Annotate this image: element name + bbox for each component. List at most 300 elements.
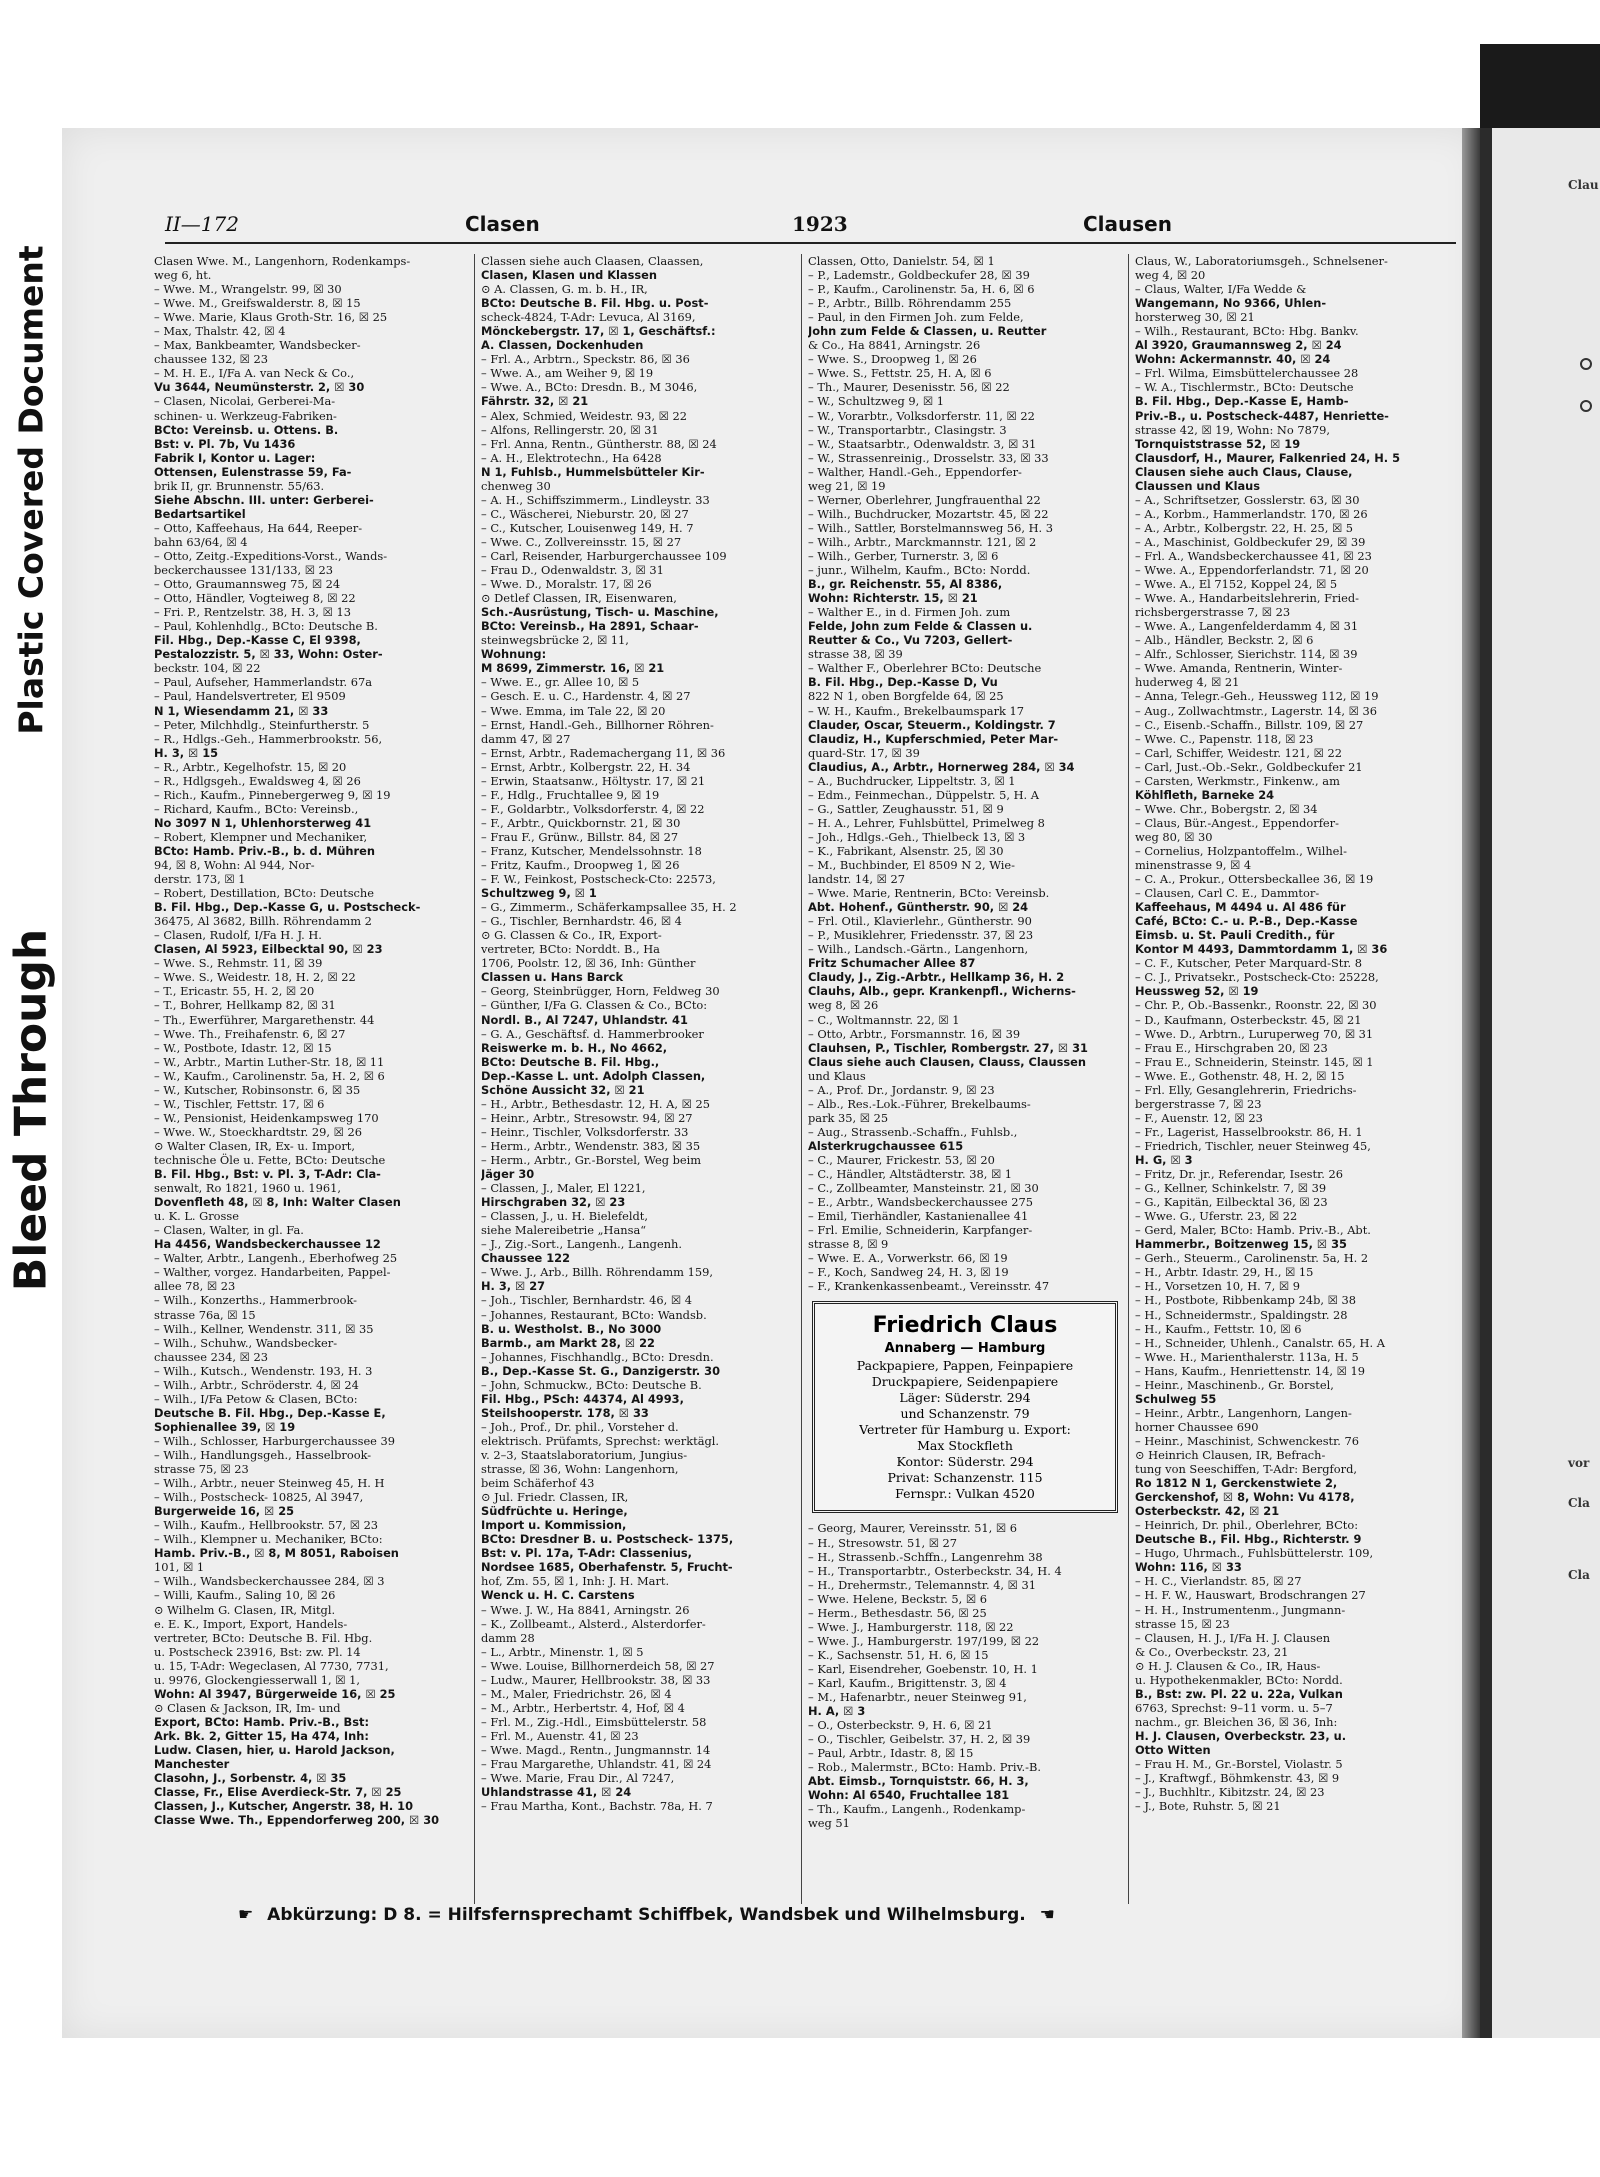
directory-entry-line: richsbergerstrasse 7, ☒ 23 bbox=[1135, 605, 1291, 620]
directory-entry-line: – Wwe. W., Stoeckhardtstr. 29, ☒ 26 bbox=[154, 1124, 362, 1139]
directory-entry-line: – J., Kraftwgf., Böhmkenstr. 43, ☒ 9 bbox=[1135, 1771, 1340, 1786]
directory-entry-line: – D., Kaufmann, Osterbeckstr. 45, ☒ 21 bbox=[1135, 1012, 1362, 1027]
directory-entry-line: – W. A., Tischlermstr., BCto: Deutsche bbox=[1135, 380, 1354, 395]
directory-entry-line: – Wwe. C., Papenstr. 118, ☒ 23 bbox=[1135, 731, 1314, 746]
directory-entry-line: – Frau D., Odenwaldstr. 3, ☒ 31 bbox=[481, 563, 664, 578]
directory-entry-line: damm 47, ☒ 27 bbox=[481, 731, 571, 746]
directory-entry-line: – Th., Ewerführer, Margarethenstr. 44 bbox=[154, 1012, 375, 1027]
registered-mark-icon bbox=[1580, 400, 1592, 412]
directory-entry-line: – H., Postbote, Ribbenkamp 24b, ☒ 38 bbox=[1135, 1293, 1356, 1308]
directory-entry-line: – Wilh., Kellner, Wendenstr. 311, ☒ 35 bbox=[154, 1321, 374, 1336]
directory-entry-line: Clauder, Oscar, Steuerm., Koldingstr. 7 bbox=[808, 717, 1056, 732]
directory-entry-line: Reutter & Co., Vu 7203, Gellert- bbox=[808, 633, 1013, 648]
directory-entry-line: bergerstrasse 7, ☒ 23 bbox=[1135, 1096, 1262, 1111]
directory-entry-line: chaussee 234, ☒ 23 bbox=[154, 1349, 268, 1364]
directory-entry-line: – Carsten, Werkmstr., Finkenw., am bbox=[1135, 773, 1340, 788]
directory-entry-line: – Wilh., Wandsbeckerchaussee 284, ☒ 3 bbox=[154, 1574, 385, 1589]
directory-entry-line: strasse 76a, ☒ 15 bbox=[154, 1307, 256, 1322]
directory-entry-line: Hammerbr., Boitzenweg 15, ☒ 35 bbox=[1135, 1237, 1347, 1252]
directory-entry-line: H. 3, ☒ 15 bbox=[154, 745, 219, 760]
directory-entry-line: – Wwe. A., BCto: Dresdn. B., M 3046, bbox=[481, 380, 698, 395]
directory-entry-line: – Clausen, Carl C. E., Dammtor- bbox=[1135, 886, 1320, 901]
directory-entry-line: – Alfr., Schlosser, Sierichstr. 114, ☒ 39 bbox=[1135, 647, 1358, 662]
directory-entry-line: – W., Tischler, Fettstr. 17, ☒ 6 bbox=[154, 1096, 325, 1111]
header-right-word: Clausen bbox=[1083, 212, 1172, 236]
directory-entry-line: – T., Ericastr. 55, H. 2, ☒ 20 bbox=[154, 984, 315, 999]
directory-entry-line: – Otto, Graumannsweg 75, ☒ 24 bbox=[154, 577, 341, 592]
directory-entry-line: Claus siehe auch Clausen, Clauss, Claussen bbox=[808, 1054, 1086, 1069]
directory-entry-line: Dovenfleth 48, ☒ 8, Inh: Walter Clasen bbox=[154, 1195, 401, 1210]
directory-entry-line: – Th., Kaufm., Langenh., Rodenkamp- bbox=[808, 1802, 1026, 1817]
directory-entry-line: – Walther F., Oberlehrer BCto: Deutsche bbox=[808, 661, 1042, 676]
directory-entry-line: Wohn: Richterstr. 15, ☒ 21 bbox=[808, 591, 978, 606]
directory-entry-line: Alsterkrugchaussee 615 bbox=[808, 1138, 964, 1153]
directory-entry-line: – Wilh., Kutsch., Wendenstr. 193, H. 3 bbox=[154, 1363, 373, 1378]
directory-entry-line: – Wwe. Th., Freihafenstr. 6, ☒ 27 bbox=[154, 1026, 346, 1041]
ad-line: Läger: Süderstr. 294 bbox=[899, 1390, 1031, 1406]
plastic-covered-label: Plastic Covered Document bbox=[11, 245, 51, 735]
directory-entry-line: – R., Hdlgs.-Geh., Hammerbrookstr. 56, bbox=[154, 731, 383, 746]
directory-entry-line: – Wilh., Klempner u. Mechaniker, BCto: bbox=[154, 1532, 383, 1547]
directory-entry-line: – Heinr., Maschinenb., Gr. Borstel, bbox=[1135, 1377, 1334, 1392]
directory-entry-line: Kontor M 4493, Dammtordamm 1, ☒ 36 bbox=[1135, 942, 1388, 957]
directory-entry-line: Clasen, Klasen und Klassen bbox=[481, 268, 658, 283]
directory-entry-line: – P., Arbtr., Billb. Röhrendamm 255 bbox=[808, 296, 1012, 311]
directory-entry-line: – Wwe. Helene, Beckstr. 5, ☒ 6 bbox=[808, 1591, 987, 1606]
directory-entry-line: – W., Schultzweg 9, ☒ 1 bbox=[808, 394, 944, 409]
directory-entry-line: Al 3920, Graumannsweg 2, ☒ 24 bbox=[1135, 338, 1342, 353]
directory-entry-line: Fabrik I, Kontor u. Lager: bbox=[154, 450, 316, 465]
directory-entry-line: – W., Pensionist, Heidenkampsweg 170 bbox=[154, 1110, 379, 1125]
directory-entry-line: – Peter, Milchhdlg., Steinfurtherstr. 5 bbox=[154, 717, 370, 732]
directory-entry-line: – R., Hdlgsgeh., Ewaldsweg 4, ☒ 26 bbox=[154, 773, 361, 788]
directory-entry-line: u. Postscheck 23916, Bst: zw. Pl. 14 bbox=[154, 1644, 361, 1659]
directory-entry-line: Import u. Kommission, bbox=[481, 1518, 627, 1533]
directory-entry-line: Deutsche B., Fil. Hbg., Richterstr. 9 bbox=[1135, 1532, 1362, 1547]
directory-entry-line: – H., Kaufm., Fettstr. 10, ☒ 6 bbox=[1135, 1321, 1302, 1336]
directory-entry-line: – Frau Margarethe, Uhlandstr. 41, ☒ 24 bbox=[481, 1757, 712, 1772]
footer-abbreviation-note: Abkürzung: D 8. = Hilfsfernsprechamt Schiffbek, Wandsbek und Wilhelmsburg. bbox=[267, 1905, 1026, 1925]
pointing-hand-icon: ☚ bbox=[1039, 1905, 1055, 1925]
directory-entry-line: – W., Staatsarbtr., Odenwaldstr. 3, ☒ 31 bbox=[808, 436, 1037, 451]
directory-entry-line: Burgerweide 16, ☒ 25 bbox=[154, 1504, 295, 1519]
directory-entry-line: allee 78, ☒ 23 bbox=[154, 1279, 236, 1294]
directory-entry-line: – T., Bohrer, Hellkamp 82, ☒ 31 bbox=[154, 998, 336, 1013]
dark-corner bbox=[1480, 44, 1600, 128]
directory-entry-line: ⊙ Detlef Classen, IR, Eisenwaren, bbox=[481, 591, 677, 606]
header-year: 1923 bbox=[792, 212, 848, 236]
directory-entry-line: – Wilh., Arbtr., neuer Steinweg 45, H. H bbox=[154, 1476, 385, 1491]
book-spine bbox=[1480, 128, 1492, 2038]
directory-entry-line: – C., Eisenb.-Schaffn., Billstr. 109, ☒ 27 bbox=[1135, 717, 1364, 732]
directory-entry-line: Abt. Eimsb., Tornquiststr. 66, H. 3, bbox=[808, 1774, 1029, 1789]
directory-entry-line: – Wwe. D., Moralstr. 17, ☒ 26 bbox=[481, 577, 652, 592]
directory-entry-line: – Walther E., in d. Firmen Joh. zum bbox=[808, 605, 1011, 620]
directory-entry-line: Abt. Hohenf., Güntherstr. 90, ☒ 24 bbox=[808, 900, 1029, 915]
directory-entry-line: – Herm., Bethesdastr. 56, ☒ 25 bbox=[808, 1605, 987, 1620]
directory-entry-line: – Carl, Reisender, Harburgerchaussee 109 bbox=[481, 548, 727, 563]
directory-entry-line: B. Fil. Hbg., Bst: v. Pl. 3, T-Adr: Cla- bbox=[154, 1167, 381, 1182]
directory-entry-line: derstr. 173, ☒ 1 bbox=[154, 872, 246, 887]
directory-entry-line: – Fri. P., Rentzelstr. 38, H. 3, ☒ 13 bbox=[154, 605, 351, 620]
directory-entry-line: – Ernst, Arbtr., Rademachergang 11, ☒ 36 bbox=[481, 745, 726, 760]
directory-entry-line: – G. A., Geschäftsf. d. Hammerbrooker bbox=[481, 1026, 704, 1041]
directory-entry-line: ⊙ Walter Clasen, IR, Ex- u. Import, bbox=[154, 1138, 356, 1153]
directory-entry-line: – H., Transportarbtr., Osterbeckstr. 34, H. 4 bbox=[808, 1563, 1062, 1578]
directory-entry-line: 6763, Sprechst: 9–11 vorm. u. 5–7 bbox=[1135, 1700, 1333, 1715]
directory-entry-line: – A., Korbm., Hammerlandstr. 170, ☒ 26 bbox=[1135, 506, 1368, 521]
directory-entry-line: – Clasen, Walter, in gl. Fa. bbox=[154, 1223, 304, 1238]
directory-entry-line: – Heinr., Arbtr., Langenhorn, Langen- bbox=[1135, 1405, 1352, 1420]
directory-entry-line: B., Bst: zw. Pl. 22 u. 22a, Vulkan bbox=[1135, 1686, 1343, 1701]
directory-entry-line: – K., Zollbeamt., Alsterd., Alsterdorfer- bbox=[481, 1616, 706, 1631]
directory-entry-line: – Johannes, Fischhandlg., BCto: Dresdn. bbox=[481, 1349, 714, 1364]
directory-entry-line: Clauhsen, P., Tischler, Rombergstr. 27, ☒ 31 bbox=[808, 1040, 1088, 1055]
directory-entry-line: ⊙ Wilhelm G. Clasen, IR, Mitgl. bbox=[154, 1602, 336, 1617]
directory-entry-line: ⊙ Clasen & Jackson, IR, Im- und bbox=[154, 1700, 341, 1715]
directory-entry-line: strasse 42, ☒ 19, Wohn: No 7879, bbox=[1135, 422, 1330, 437]
directory-entry-line: – Wwe. E., Gothenstr. 48, H. 2, ☒ 15 bbox=[1135, 1068, 1345, 1083]
directory-entry-line: – Johannes, Restaurant, BCto: Wandsb. bbox=[481, 1307, 707, 1322]
pointing-hand-icon: ☛ bbox=[238, 1905, 254, 1925]
directory-entry-line: strasse 75, ☒ 23 bbox=[154, 1462, 249, 1477]
directory-entry-line: – Frl. Wilma, Eimsbüttelerchaussee 28 bbox=[1135, 366, 1359, 381]
directory-entry-line: – Wwe. D., Arbtrn., Luruperweg 70, ☒ 31 bbox=[1135, 1026, 1374, 1041]
ad-line: Packpapiere, Pappen, Feinpapiere bbox=[856, 1358, 1074, 1374]
directory-entry-line: – K., Fabrikant, Alsenstr. 25, ☒ 30 bbox=[808, 843, 1004, 858]
directory-entry-line: Kaffeehaus, M 4494 u. Al 486 für bbox=[1135, 900, 1346, 915]
directory-entry-line: – Herm., Arbtr., Gr.-Borstel, Weg beim bbox=[481, 1153, 702, 1167]
directory-entry-line: – Wilh., Handlungsgeh., Hasselbrook- bbox=[154, 1447, 372, 1462]
directory-entry-line: Wohn: Ackermannstr. 40, ☒ 24 bbox=[1135, 352, 1331, 367]
directory-entry-line: – Clausen, H. J., I/Fa H. J. Clausen bbox=[1135, 1630, 1331, 1645]
directory-entry-line: & Co., Overbeckstr. 23, 21 bbox=[1135, 1644, 1289, 1659]
directory-entry-line: Bedartsartikel bbox=[154, 506, 246, 521]
directory-entry-line: – Heinr., Maschinist, Schwenckestr. 76 bbox=[1135, 1433, 1360, 1448]
directory-entry-line: – Paul, in den Firmen Joh. zum Felde, bbox=[808, 310, 1024, 325]
directory-entry-line: B., Dep.-Kasse St. G., Danzigerstr. 30 bbox=[481, 1363, 721, 1378]
directory-entry-line: Fil. Hbg., PSch: 44374, Al 4993, bbox=[481, 1391, 684, 1406]
directory-entry-line: – A., Maschinist, Goldbeckufer 29, ☒ 39 bbox=[1135, 534, 1366, 549]
directory-entry-line: minenstrasse 9, ☒ 4 bbox=[1135, 858, 1252, 873]
directory-entry-line: Vu 3644, Neumünsterstr. 2, ☒ 30 bbox=[154, 380, 365, 395]
directory-entry-line: – Wwe. A., Eppendorferlandstr. 71, ☒ 20 bbox=[1135, 563, 1369, 578]
directory-entry-line: Nordsee 1685, Oberhafenstr. 5, Frucht- bbox=[481, 1560, 733, 1575]
page-number: II—172 bbox=[165, 212, 239, 236]
directory-entry-line: – Wwe. A., Langenfelderdamm 4, ☒ 31 bbox=[1135, 619, 1359, 634]
directory-entry-line: – Georg, Steinbrügger, Horn, Feldweg 30 bbox=[481, 984, 720, 999]
ad-line: Vertreter für Hamburg u. Export: bbox=[859, 1422, 1071, 1438]
directory-column-2 bbox=[475, 254, 802, 1904]
directory-entry-line: senwalt, Ro 1821, 1960 u. 1961, bbox=[154, 1181, 342, 1196]
directory-entry-line: – junr., Wilhelm, Kaufm., BCto: Nordd. bbox=[808, 563, 1031, 578]
directory-entry-line: ⊙ Jul. Friedr. Classen, IR, bbox=[481, 1490, 629, 1505]
directory-entry-line: Wangemann, No 9366, Uhlen- bbox=[1135, 296, 1327, 311]
directory-entry-line: ⊙ H. J. Clausen & Co., IR, Haus- bbox=[1135, 1658, 1321, 1673]
directory-entry-line: schinen- u. Werkzeug-Fabriken- bbox=[154, 408, 337, 423]
directory-entry-line: – C. J., Privatsekr., Postscheck-Cto: 25228, bbox=[1135, 970, 1379, 985]
directory-entry-line: huderweg 4, ☒ 21 bbox=[1135, 675, 1240, 690]
directory-entry-line: Heussweg 52, ☒ 19 bbox=[1135, 984, 1259, 999]
directory-entry-line: – Heinr., Arbtr., Stresowstr. 94, ☒ 27 bbox=[481, 1110, 693, 1125]
directory-entry-line: – G., Zimmerm., Schäferkampsallee 35, H. 2 bbox=[481, 900, 737, 915]
directory-entry-line: – A., Buchdrucker, Lippeltstr. 3, ☒ 1 bbox=[808, 773, 1016, 788]
directory-entry-line: – W., Postbote, Idastr. 12, ☒ 15 bbox=[154, 1040, 332, 1055]
directory-entry-line: park 35, ☒ 25 bbox=[808, 1110, 889, 1125]
directory-entry-line: – Joh., Tischler, Bernhardstr. 46, ☒ 4 bbox=[481, 1293, 692, 1308]
directory-entry-line: – Wwe. Amanda, Rentnerin, Winter- bbox=[1135, 661, 1343, 676]
directory-entry-line: Schöne Aussicht 32, ☒ 21 bbox=[481, 1082, 645, 1097]
directory-entry-line: Classen siehe auch Claasen, Claassen, bbox=[481, 254, 704, 268]
directory-entry-line: strasse 38, ☒ 39 bbox=[808, 647, 903, 662]
directory-entry-line: – Paul, Kohlenhdlg., BCto: Deutsche B. bbox=[154, 619, 378, 634]
directory-entry-line: – Frl. Elly, Gesanglehrerin, Friedrichs- bbox=[1135, 1082, 1357, 1097]
directory-entry-line: – Wwe. C., Zollvereinsstr. 15, ☒ 27 bbox=[481, 534, 682, 549]
directory-entry-line: – Otto, Händler, Vogteiweg 8, ☒ 22 bbox=[154, 591, 356, 606]
directory-entry-line: Clasohn, J., Sorbenstr. 4, ☒ 35 bbox=[154, 1771, 347, 1786]
directory-entry-line: Clausen siehe auch Claus, Clause, bbox=[1135, 464, 1353, 479]
directory-entry-line: – Otto, Kaffeehaus, Ha 644, Reeper- bbox=[154, 520, 363, 535]
directory-entry-line: – Wilh., Schuhw., Wandsbecker- bbox=[154, 1335, 338, 1350]
directory-entry-line: – Wwe. Marie, Rentnerin, BCto: Vereinsb. bbox=[808, 886, 1050, 901]
directory-entry-line: technische Öle u. Fette, BCto: Deutsche bbox=[154, 1153, 386, 1167]
directory-entry-line: M 8699, Zimmerstr. 16, ☒ 21 bbox=[481, 661, 665, 676]
ad-line: Fernspr.: Vulkan 4520 bbox=[895, 1486, 1035, 1502]
directory-entry-line: – H., Drehermstr., Telemannstr. 4, ☒ 31 bbox=[808, 1577, 1037, 1592]
directory-entry-line: – H. F. W., Hauswart, Brodschrangen 27 bbox=[1135, 1588, 1366, 1603]
directory-entry-line: – Frl. M., Auenstr. 41, ☒ 23 bbox=[481, 1728, 639, 1743]
directory-entry-line: – H., Strassenb.-Schffn., Langenrehm 38 bbox=[808, 1549, 1043, 1564]
directory-entry-line: B. Fil. Hbg., Dep.-Kasse E, Hamb- bbox=[1135, 394, 1349, 409]
directory-entry-line: 1706, Poolstr. 12, ☒ 36, Inh: Günther bbox=[481, 956, 696, 971]
directory-entry-line: – R., Arbtr., Kegelhofstr. 15, ☒ 20 bbox=[154, 759, 347, 774]
directory-entry-line: – Carl, Schiffer, Weidestr. 121, ☒ 22 bbox=[1135, 745, 1342, 760]
directory-entry-line: Wohn: Al 6540, Fruchtallee 181 bbox=[808, 1788, 1010, 1803]
directory-entry-line: – Wilh., Schlosser, Harburgerchaussee 39 bbox=[154, 1433, 396, 1448]
directory-entry-line: brik II, gr. Brunnenstr. 55/63. bbox=[154, 478, 325, 493]
directory-entry-line: v. 2–3, Staatslaboratorium, Jungius- bbox=[481, 1447, 688, 1462]
directory-entry-line: Bst: v. Pl. 17a, T-Adr: Classenius, bbox=[481, 1546, 692, 1561]
facing-page-word: Clau bbox=[1568, 178, 1599, 192]
directory-entry-line: BCto: Dresdner B. u. Postscheck- 1375, bbox=[481, 1532, 734, 1547]
directory-entry-line: 36475, Al 3682, Billh. Röhrendamm 2 bbox=[154, 914, 372, 929]
directory-entry-line: H. J. Clausen, Overbeckstr. 23, u. bbox=[1135, 1728, 1347, 1743]
directory-entry-line: – Wwe. Chr., Bobergstr. 2, ☒ 34 bbox=[1135, 801, 1318, 816]
directory-entry-line: Otto Witten bbox=[1135, 1742, 1211, 1757]
directory-entry-line: & Co., Ha 8841, Arningstr. 26 bbox=[808, 338, 981, 353]
directory-entry-line: – Frau Martha, Kont., Bachstr. 78a, H. 7 bbox=[481, 1799, 713, 1814]
directory-entry-line: – J., Buchhltr., Kibitzstr. 24, ☒ 23 bbox=[1135, 1785, 1325, 1800]
directory-entry-line: – Günther, I/Fa G. Classen & Co., BCto: bbox=[481, 998, 708, 1013]
bleed-through-label: Bleed Through bbox=[5, 928, 57, 1292]
directory-entry-line: Ha 4456, Wandsbeckerchaussee 12 bbox=[154, 1237, 381, 1252]
directory-entry-line: – Wilh., Postscheck- 10825, Al 3947, bbox=[154, 1490, 364, 1505]
directory-entry-line: N 1, Wiesendamm 21, ☒ 33 bbox=[154, 703, 329, 718]
directory-entry-line: weg 6, ht. bbox=[154, 268, 212, 283]
directory-entry-line: – L., Arbtr., Minenstr. 1, ☒ 5 bbox=[481, 1644, 644, 1659]
directory-entry-line: Felde, John zum Felde & Classen u. bbox=[808, 619, 1033, 634]
directory-entry-line: u. 9976, Glockengiesserwall 1, ☒ 1, bbox=[154, 1672, 360, 1687]
directory-entry-line: – A. H., Schiffszimmerm., Lindleystr. 33 bbox=[481, 492, 710, 507]
directory-entry-line: – H., Arbtr., Bethesdastr. 12, H. A, ☒ 25 bbox=[481, 1096, 710, 1111]
directory-column-3 bbox=[802, 254, 1129, 1904]
directory-entry-line: ⊙ G. Classen & Co., IR, Export- bbox=[481, 928, 662, 943]
directory-entry-line: – Fr., Lagerist, Hasselbrookstr. 86, H. 1 bbox=[1135, 1124, 1363, 1139]
directory-entry-line: – Richard, Kaufm., BCto: Vereinsb., bbox=[154, 801, 359, 816]
directory-entry-line: Hamb. Priv.-B., ☒ 8, M 8051, Raboisen bbox=[154, 1546, 399, 1561]
directory-entry-line: Claudiz, H., Kupferschmied, Peter Mar- bbox=[808, 731, 1059, 746]
directory-entry-line: Dep.-Kasse L. unt. Adolph Classen, bbox=[481, 1068, 706, 1083]
directory-entry-line: – O., Tischler, Geibelstr. 37, H. 2, ☒ 39 bbox=[808, 1732, 1031, 1747]
directory-entry-line: Fritz Schumacher Allee 87 bbox=[808, 956, 976, 971]
directory-entry-line: chenweg 30 bbox=[481, 478, 551, 493]
directory-entry-line: – Robert, Klempner und Mechaniker, bbox=[154, 829, 368, 844]
directory-entry-line: – Robert, Destillation, BCto: Deutsche bbox=[154, 886, 374, 901]
directory-entry-line: – Karl, Eisendreher, Goebenstr. 10, H. 1 bbox=[808, 1661, 1038, 1676]
directory-entry-line: – Gerd, Maler, BCto: Hamb. Priv.-B., Abt. bbox=[1135, 1223, 1371, 1238]
directory-entry-line: BCto: Deutsche B. Fil. Hbg. u. Post- bbox=[481, 296, 709, 311]
directory-entry-line: – Alb., Res.-Lok.-Führer, Brekelbaums- bbox=[808, 1096, 1031, 1111]
directory-entry-line: Reiswerke m. b. H., No 4662, bbox=[481, 1040, 668, 1055]
directory-entry-line: – Paul, Arbtr., Idastr. 8, ☒ 15 bbox=[808, 1746, 974, 1761]
directory-entry-line: – Herm., Arbtr., Wendenstr. 383, ☒ 35 bbox=[481, 1138, 701, 1153]
directory-entry-line: – F. W., Feinkost, Postscheck-Cto: 22573, bbox=[481, 872, 716, 887]
directory-entry-line: – Wwe. S., Droopweg 1, ☒ 26 bbox=[808, 352, 977, 367]
directory-entry-line: – F., Koch, Sandweg 24, H. 3, ☒ 19 bbox=[808, 1265, 1009, 1280]
ad-subtitle: Annaberg — Hamburg bbox=[884, 1341, 1046, 1357]
directory-entry-line: – Erwin, Staatsanw., Höltystr. 17, ☒ 21 bbox=[481, 773, 706, 788]
directory-entry-line: u. Hypothekenmakler, BCto: Nordd. bbox=[1135, 1672, 1343, 1687]
directory-entry-line: Café, BCto: C.- u. P.-B., Dep.-Kasse bbox=[1135, 914, 1358, 929]
directory-entry-line: – Fritz, Kaufm., Droopweg 1, ☒ 26 bbox=[481, 858, 680, 873]
directory-entry-line: horsterweg 30, ☒ 21 bbox=[1135, 310, 1255, 325]
directory-entry-line: – J., Bote, Ruhstr. 5, ☒ 21 bbox=[1135, 1799, 1281, 1814]
directory-entry-line: – Cornelius, Holzpantoffelm., Wilhel- bbox=[1135, 843, 1347, 858]
directory-entry-line: u. K. L. Grosse bbox=[154, 1209, 239, 1224]
directory-entry-line: siehe Malereibetrie „Hansa“ bbox=[481, 1223, 647, 1238]
header-left-word: Clasen bbox=[465, 212, 540, 236]
directory-entry-line: Köhlfleth, Barneke 24 bbox=[1135, 787, 1275, 802]
directory-entry-line: – Walther, vorgez. Handarbeiten, Pappel- bbox=[154, 1265, 391, 1280]
directory-entry-line: Claus, W., Laboratoriumsgeh., Schnelsener- bbox=[1135, 254, 1388, 268]
directory-entry-line: B. u. Westholst. B., No 3000 bbox=[481, 1321, 662, 1336]
directory-entry-line: – Wwe. J., Hamburgerstr. 197/199, ☒ 22 bbox=[808, 1633, 1040, 1648]
directory-entry-line: und Klaus bbox=[808, 1068, 866, 1083]
directory-entry-line: weg 8, ☒ 26 bbox=[808, 998, 879, 1013]
directory-entry-line: – Max, Bankbeamter, Wandsbecker- bbox=[154, 338, 361, 353]
directory-entry-line: – Wwe. Emma, im Tale 22, ☒ 20 bbox=[481, 703, 666, 718]
directory-entry-line: A. Classen, Dockenhuden bbox=[481, 338, 644, 353]
directory-entry-line: Wohn: 116, ☒ 33 bbox=[1135, 1560, 1242, 1575]
directory-entry-line: – O., Osterbeckstr. 9, H. 6, ☒ 21 bbox=[808, 1718, 993, 1733]
directory-entry-line: – H., Schneider, Uhlenh., Canalstr. 65, H. A bbox=[1135, 1335, 1385, 1350]
directory-entry-line: elektrisch. Prüfamts, Sprechst: werktägl. bbox=[481, 1433, 720, 1448]
directory-entry-line: steinwegsbrücke 2, ☒ 11, bbox=[481, 633, 629, 648]
directory-entry-line: – Th., Maurer, Desenisstr. 56, ☒ 22 bbox=[808, 380, 1010, 395]
directory-entry-line: – A. H., Elektrotechn., Ha 6428 bbox=[481, 450, 662, 465]
directory-entry-line: 822 N 1, oben Borgfelde 64, ☒ 25 bbox=[808, 689, 1004, 704]
directory-entry-line: – Friedrich, Tischler, neuer Steinweg 45, bbox=[1135, 1138, 1371, 1153]
directory-entry-line: Priv.-B., u. Postscheck-4487, Henriette- bbox=[1135, 408, 1389, 423]
directory-entry-line: – G., Kapitän, Eilbecktal 36, ☒ 23 bbox=[1135, 1195, 1328, 1210]
directory-entry-line: Bst: v. Pl. 7b, Vu 1436 bbox=[154, 436, 296, 451]
directory-entry-line: – Alex, Schmied, Weidestr. 93, ☒ 22 bbox=[481, 408, 687, 423]
directory-entry-line: Schultzweg 9, ☒ 1 bbox=[481, 886, 597, 901]
directory-entry-line: – Alb., Händler, Beckstr. 2, ☒ 6 bbox=[1135, 633, 1314, 648]
directory-entry-line: Fährstr. 32, ☒ 21 bbox=[481, 394, 589, 409]
directory-entry-line: BCto: Vereinsb., Ha 2891, Schaar- bbox=[481, 619, 699, 634]
directory-entry-line: – Frl. Anna, Rentn., Güntherstr. 88, ☒ 24 bbox=[481, 436, 717, 451]
directory-entry-line: – Wilh., Restaurant, BCto: Hbg. Bankv. bbox=[1135, 324, 1359, 339]
directory-entry-line: B. Fil. Hbg., Dep.-Kasse G, u. Postscheck- bbox=[154, 900, 421, 915]
directory-entry-line: Schulweg 55 bbox=[1135, 1391, 1217, 1406]
directory-entry-line: H. 3, ☒ 27 bbox=[481, 1279, 546, 1294]
directory-entry-line: – Wwe. S., Weidestr. 18, H. 2, ☒ 22 bbox=[154, 970, 356, 985]
directory-entry-line: – J., Zig.-Sort., Langenh., Langenh. bbox=[481, 1237, 682, 1252]
directory-entry-line: – Wwe. M., Greifswalderstr. 8, ☒ 15 bbox=[154, 296, 361, 311]
directory-entry-line: – Wilh., Arbtr., Schröderstr. 4, ☒ 24 bbox=[154, 1377, 359, 1392]
directory-entry-line: – H., Arbtr. Idastr. 29, H., ☒ 15 bbox=[1135, 1265, 1314, 1280]
directory-entry-line: 94, ☒ 8, Wohn: Al 944, Nor- bbox=[154, 858, 315, 873]
directory-entry-line: – Frl. Emilie, Schneiderin, Karpfanger- bbox=[808, 1223, 1033, 1238]
directory-entry-line: – H., Schneidermstr., Spaldingstr. 28 bbox=[1135, 1307, 1348, 1322]
directory-entry-line: beckstr. 104, ☒ 22 bbox=[154, 661, 261, 676]
directory-entry-line: Fil. Hbg., Dep.-Kasse C, El 9398, bbox=[154, 633, 361, 648]
directory-entry-line: – Willi, Kaufm., Saling 10, ☒ 26 bbox=[154, 1588, 336, 1603]
directory-entry-line: – Fritz, Dr. jr., Referendar, Isestr. 26 bbox=[1135, 1167, 1344, 1182]
directory-entry-line: – Carl, Just.-Ob.-Sekr., Goldbeckufer 21 bbox=[1135, 759, 1363, 774]
directory-entry-line: – Aug., Zollwachtmstr., Lagerstr. 14, ☒ 36 bbox=[1135, 703, 1377, 718]
directory-entry-line: weg 4, ☒ 20 bbox=[1135, 268, 1206, 283]
directory-entry-line: – Frau E., Hirschgraben 20, ☒ 23 bbox=[1135, 1040, 1328, 1055]
directory-entry-line: – F., Hdlg., Fruchtallee 9, ☒ 19 bbox=[481, 787, 660, 802]
directory-entry-line: vertreter, BCto: Deutsche B. Fil. Hbg. bbox=[154, 1630, 373, 1645]
directory-entry-line: BCto: Hamb. Priv.-B., b. d. Mühren bbox=[154, 843, 375, 858]
directory-entry-line: – C., Kutscher, Louisenweg 149, H. 7 bbox=[481, 520, 694, 535]
directory-entry-line: Deutsche B. Fil. Hbg., Dep.-Kasse E, bbox=[154, 1405, 386, 1420]
facing-page-edge bbox=[1480, 128, 1600, 2038]
directory-entry-line: – Heinr., Tischler, Volksdorferstr. 33 bbox=[481, 1124, 689, 1139]
directory-entry-line: strasse, ☒ 36, Wohn: Langenhorn, bbox=[481, 1462, 679, 1477]
directory-entry-line: Claussen und Klaus bbox=[1135, 478, 1261, 493]
ad-line: und Schanzenstr. 79 bbox=[900, 1406, 1030, 1422]
directory-entry-line: tung von Seeschiffen, T-Adr: Bergford, bbox=[1135, 1462, 1357, 1477]
directory-entry-line: beim Schäferhof 43 bbox=[481, 1476, 595, 1491]
directory-entry-line: Siehe Abschn. III. unter: Gerberei- bbox=[154, 492, 374, 507]
directory-entry-line: – A., Arbtr., Kolbergstr. 22, H. 25, ☒ 5 bbox=[1135, 520, 1354, 535]
directory-entry-line: – C. A., Prokur., Ottersbeckallee 36, ☒ 19 bbox=[1135, 872, 1374, 887]
directory-entry-line: Jäger 30 bbox=[481, 1167, 535, 1182]
side-strip bbox=[0, 0, 62, 2177]
directory-entry-line: – M., Buchbinder, El 8509 N 2, Wie- bbox=[808, 858, 1016, 873]
directory-entry-line: – W., Strassenreinig., Drosselstr. 33, ☒ 33 bbox=[808, 450, 1049, 465]
directory-entry-line: Eimsb. u. St. Pauli Credith., für bbox=[1135, 928, 1335, 943]
directory-entry-line: – Wilh., Sattler, Borstelmannsweg 56, H. 3 bbox=[808, 520, 1054, 535]
directory-entry-line: – Alfons, Rellingerstr. 20, ☒ 31 bbox=[481, 422, 659, 437]
directory-entry-line: – Ludw., Maurer, Hellbrookstr. 38, ☒ 33 bbox=[481, 1672, 711, 1687]
directory-entry-line: quard-Str. 17, ☒ 39 bbox=[808, 745, 920, 760]
directory-entry-line: Südfrüchte u. Heringe, bbox=[481, 1504, 628, 1519]
facing-page-word: Cla bbox=[1568, 1496, 1590, 1510]
directory-entry-line: – F., Arbtr., Quickbornstr. 21, ☒ 30 bbox=[481, 815, 681, 830]
directory-entry-line: – Frl. M., Zig.-Hdl., Eimsbüttelerstr. 58 bbox=[481, 1714, 707, 1729]
directory-entry-line: – M., Hafenarbtr., neuer Steinweg 91, bbox=[808, 1690, 1027, 1705]
directory-entry-line: – Wwe. A., Handarbeitslehrerin, Fried- bbox=[1135, 591, 1359, 606]
directory-entry-line: – Claus, Walter, I/Fa Wedde & bbox=[1135, 282, 1307, 297]
directory-entry-line: – Chr. P., Ob.-Bassenkr., Roonstr. 22, ☒ 30 bbox=[1135, 998, 1377, 1013]
directory-entry-line: – C., Maurer, Frickestr. 53, ☒ 20 bbox=[808, 1153, 995, 1167]
directory-entry-line: Sch.-Ausrüstung, Tisch- u. Maschine, bbox=[481, 605, 719, 620]
